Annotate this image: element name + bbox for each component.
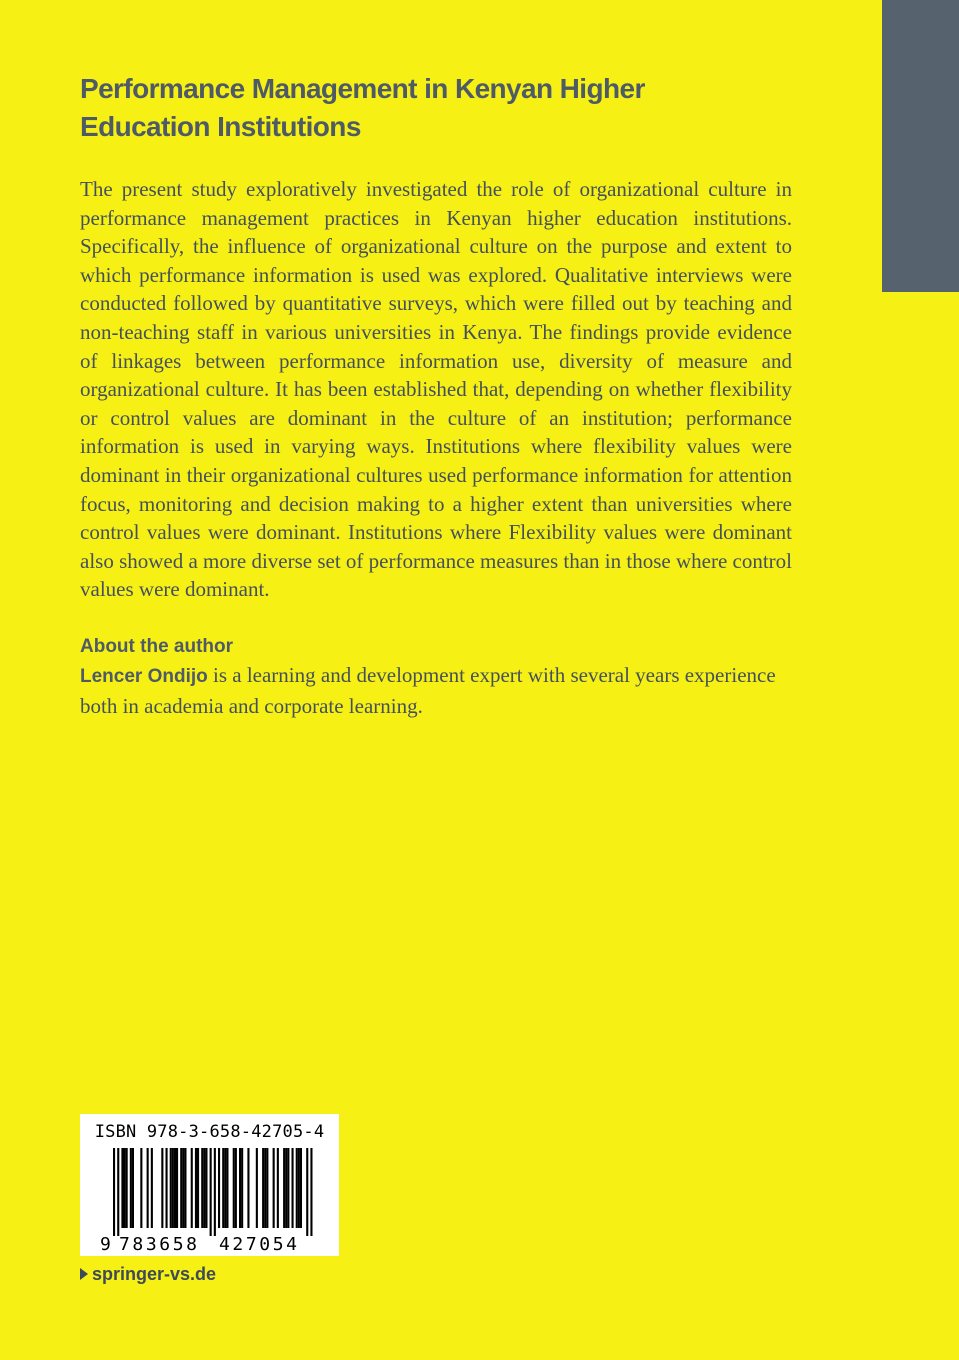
barcode-bar [256,1148,258,1228]
publisher-url: springer-vs.de [92,1264,217,1284]
barcode-bar [201,1148,203,1228]
barcode-bar [241,1148,243,1228]
barcode-bar [235,1148,237,1228]
barcode-bar [262,1148,264,1228]
barcode-bar [239,1148,241,1228]
barcode-guard-bar [117,1148,119,1236]
isbn-label: ISBN 978-3-658-42705-4 [94,1122,325,1142]
barcode-bar [222,1148,224,1228]
barcode-bar [285,1148,287,1228]
barcode-guard-bar [306,1148,308,1236]
barcode-digit-first: 9 [100,1234,111,1255]
barcode-bar [151,1148,153,1228]
barcode-bar [197,1148,199,1228]
barcode-guard-bar [214,1148,216,1236]
barcode-bar [161,1148,163,1228]
book-abstract: The present study exploratively investigated the role of organizational culture in performance management practices in Kenyan higher education institutions. Specifically, the influence of organizational culture on the purpose and extent to which performance information is used was explored. Qualitative interviews were conducted followed by quantitative surveys, which were filled out by teaching and non-teaching staff in various universities in Kenya. The findings provide evidence of linkages between performance information use, diversity of measure and organizational culture. It has been established that, depending on whether flexibility or control values are dominant in the culture of an institution; performance information is used in varying ways. Institutions where flexibility values were dominant in their organizational cultures used performance information for attention focus, monitoring and decision making to a higher extent than universities where control values were dominant. Institutions where Flexibility values were dominant also showed a more diverse set of performance measures than in those where control values were dominant. [80,177,793,602]
barcode-bar [264,1148,266,1228]
barcode-bar [205,1148,207,1228]
barcode-bars [80,1114,339,1256]
barcode-bar [121,1148,123,1228]
barcode-bar [298,1148,300,1228]
barcode-bar [170,1148,172,1228]
barcode-bar [273,1148,275,1228]
barcode-bar [140,1148,142,1228]
barcode-bar [195,1148,197,1228]
barcode-bar [277,1148,279,1228]
isbn-barcode [80,1114,339,1256]
barcode-bar [130,1148,132,1228]
barcode-bar [166,1148,168,1228]
barcode-guard-bar [210,1148,212,1236]
barcode-bar [147,1148,149,1228]
barcode-bar [180,1148,182,1228]
barcode-bar [203,1148,205,1228]
barcode-bar [172,1148,174,1228]
barcode-digits-left: 783658 [119,1234,200,1255]
barcode-digits-right: 427054 [219,1234,300,1255]
barcode-bar [132,1148,134,1228]
barcode-bar [247,1148,249,1228]
author-bio-text: is a learning and development expert with several years experience both in academia and corporate learning. [80,663,776,718]
barcode-bar [191,1148,193,1228]
barcode-bar [296,1148,298,1228]
book-title: Performance Management in Kenyan Higher Education Institutions [80,73,645,142]
barcode-bar [300,1148,302,1228]
about-author-heading: About the author [80,636,234,657]
barcode-bar [226,1148,228,1228]
barcode-bar [283,1148,285,1228]
barcode-bar [292,1148,294,1228]
barcode-bar [218,1148,220,1228]
barcode-bar [266,1148,268,1228]
barcode-guard-bar [310,1148,312,1236]
barcode-bar [124,1148,126,1228]
barcode-bar [287,1148,289,1228]
barcode-guard-bar [113,1148,115,1236]
author-name: Lencer Ondijo [80,666,208,687]
barcode-bar [176,1148,178,1228]
author-bio [80,661,792,720]
barcode-bar [182,1148,184,1228]
barcode-bar [184,1148,186,1228]
publisher-link[interactable] [80,1262,216,1286]
barcode-bar [233,1148,235,1228]
barcode-bar [224,1148,226,1228]
arrow-right-icon [80,1268,88,1280]
corner-color-tab [882,0,959,292]
barcode-bar [174,1148,176,1228]
barcode-bar [126,1148,128,1228]
